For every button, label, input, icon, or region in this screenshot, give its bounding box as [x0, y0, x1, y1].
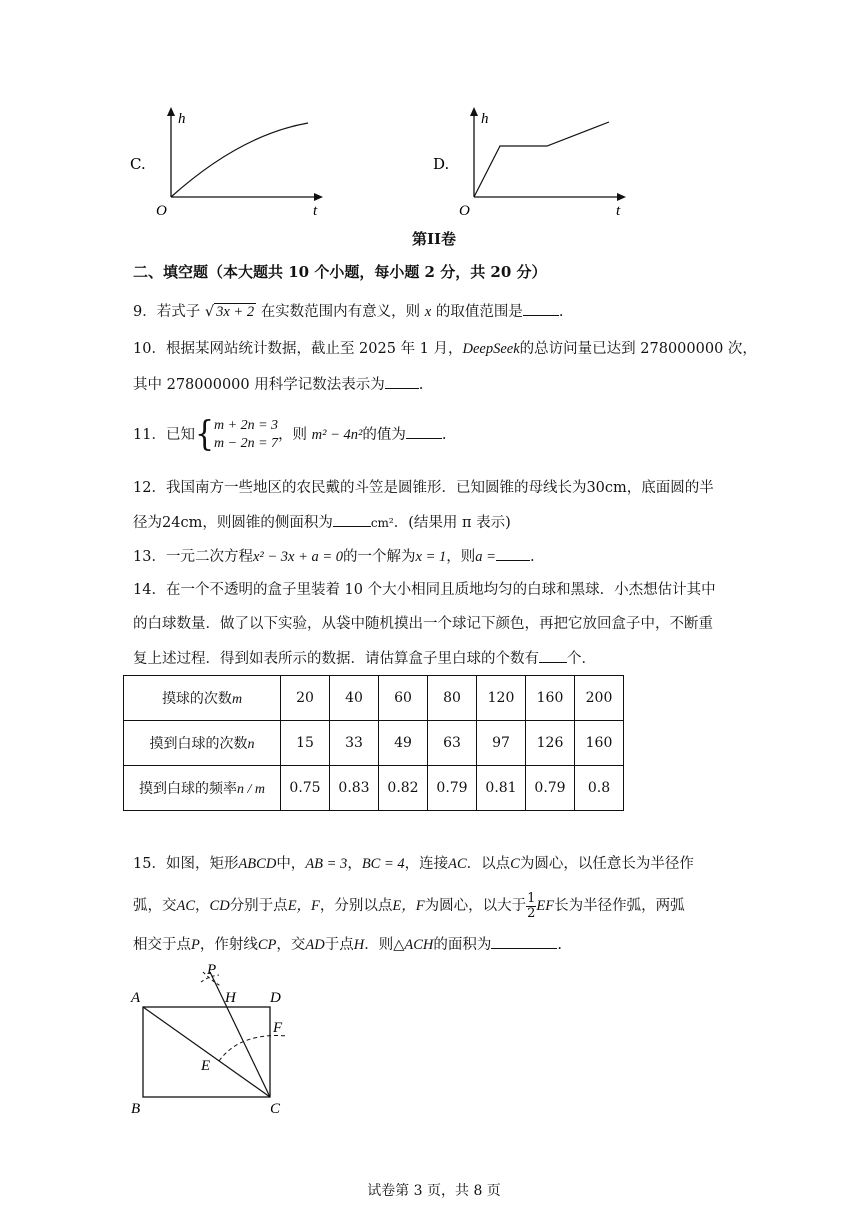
table-cell: 160	[526, 676, 575, 721]
label-p: P	[207, 962, 217, 978]
label-b: B	[131, 1101, 141, 1117]
table-row-header: 摸到白球的次数n	[124, 721, 281, 766]
table-cell: 80	[428, 676, 477, 721]
label-h: H	[225, 990, 236, 1006]
ray-cp	[210, 972, 270, 1097]
table-row	[124, 721, 624, 766]
graph-d-x-arrow	[617, 193, 626, 201]
geometry-figure	[125, 960, 305, 1120]
graph-d-polyline	[474, 122, 609, 197]
question-10-line-1: 10．根据某网站统计数据，截止至 2025 年 1 月，DeepSeek的总访问量已达到 278000000 次，	[133, 341, 757, 357]
graph-d-label: D.	[433, 155, 450, 173]
table-cell: 0.81	[477, 766, 526, 811]
diagonal-ac	[143, 1007, 270, 1097]
table-cell: 0.79	[526, 766, 575, 811]
table-cell: 160	[575, 721, 624, 766]
table-cell: 97	[477, 721, 526, 766]
table-cell: 49	[379, 721, 428, 766]
answer-blank-14	[539, 648, 567, 663]
question-15-line-2: 弧，交AC，CD分别于点E，F，分别以点E，F为圆心，以大于 $\frac{1}{2}$ EF长为半径作弧，两弧	[133, 890, 685, 921]
table-cell: 0.8	[575, 766, 624, 811]
graph-c-y-label: h	[178, 111, 186, 127]
question-12-line-2: 径为24cm，则圆锥的侧面积为 cm²．(结果用 π 表示)	[133, 512, 511, 533]
question-14-line-3: 复上述过程．得到如表所示的数据．请估算盒子里白球的个数有 个．	[133, 648, 596, 669]
label-f: F	[273, 1020, 283, 1036]
graph-d-y-arrow	[470, 107, 478, 116]
question-9: 9．若式子 √ 3x + 2 在实数范围内有意义，则 x 的取值范围是 .	[133, 301, 563, 322]
section-title: 第II卷	[411, 230, 457, 248]
graph-c-curve	[171, 123, 308, 197]
table-row-header: 摸球的次数m	[124, 676, 281, 721]
graph-c-y-arrow	[167, 107, 175, 116]
answer-blank-11	[406, 424, 442, 439]
table-cell: 120	[477, 676, 526, 721]
question-13: 13．一元二次方程x² − 3x + a = 0的一个解为x = 1，则a = .	[133, 546, 535, 567]
table-cell: 126	[526, 721, 575, 766]
label-c: C	[270, 1101, 281, 1117]
answer-blank-15	[491, 934, 557, 949]
table-cell: 200	[575, 676, 624, 721]
question-10-line-2: 其中 278000000 用科学记数法表示为 .	[133, 374, 423, 395]
graph-c-origin: O	[156, 203, 167, 219]
table-cell: 0.82	[379, 766, 428, 811]
table-cell: 0.83	[330, 766, 379, 811]
table-cell: 0.79	[428, 766, 477, 811]
graph-d-y-label: h	[481, 111, 489, 127]
answer-blank-10	[385, 374, 419, 389]
table-row	[124, 676, 624, 721]
sqrt-expression: √ 3x + 2	[204, 304, 255, 320]
table-cell: 20	[281, 676, 330, 721]
question-14-line-1: 14．在一个不透明的盒子里装着 10 个大小相同且质地均匀的白球和黑球．小杰想估计其中	[133, 582, 716, 598]
question-15-line-1: 15．如图，矩形ABCD中，AB = 3，BC = 4，连接AC．以点C为圆心，以任意长为半径作	[133, 856, 694, 872]
graph-d-origin: O	[459, 203, 470, 219]
section-heading: 二、填空题（本大题共 10 个小题，每小题 2 分，共 20 分）	[133, 263, 547, 281]
graph-c-label: C.	[130, 155, 146, 173]
label-d: D	[270, 990, 281, 1006]
table-cell: 33	[330, 721, 379, 766]
question-14-line-2: 的白球数量．做了以下实验，从袋中随机摸出一个球记下颜色，再把它放回盒子中，不断重	[133, 616, 713, 632]
table-cell: 0.75	[281, 766, 330, 811]
graph-c-x-arrow	[314, 193, 323, 201]
label-e: E	[201, 1058, 211, 1074]
answer-blank-12	[333, 512, 371, 527]
answer-blank-9	[523, 301, 559, 316]
experiment-table	[123, 675, 624, 811]
graph-d-x-label: t	[616, 203, 621, 219]
question-12-line-1: 12．我国南方一些地区的农民戴的斗笠是圆锥形．已知圆锥的母线长为30cm，底面圆的半	[133, 480, 714, 496]
table-cell: 60	[379, 676, 428, 721]
arc-ef	[219, 1036, 288, 1061]
graph-c	[130, 105, 340, 220]
question-11: 11．已知{ m + 2n = 3 m − 2n = 7 ，则 m² − 4n²的值为 .	[133, 414, 447, 455]
label-a: A	[131, 990, 141, 1006]
table-cell: 15	[281, 721, 330, 766]
answer-blank-13	[496, 546, 530, 561]
question-15-line-3: 相交于点P，作射线CP，交AD于点H．则△ACH的面积为 .	[133, 934, 562, 955]
table-cell: 40	[330, 676, 379, 721]
page-footer: 试卷第 3 页，共 8 页	[367, 1183, 501, 1199]
graph-c-x-label: t	[313, 203, 318, 219]
table-row-header: 摸到白球的频率n / m	[124, 766, 281, 811]
fraction-one-half: $\frac{1}{2}$	[527, 890, 536, 921]
table-row	[124, 766, 624, 811]
graph-d	[433, 105, 643, 220]
table-cell: 63	[428, 721, 477, 766]
